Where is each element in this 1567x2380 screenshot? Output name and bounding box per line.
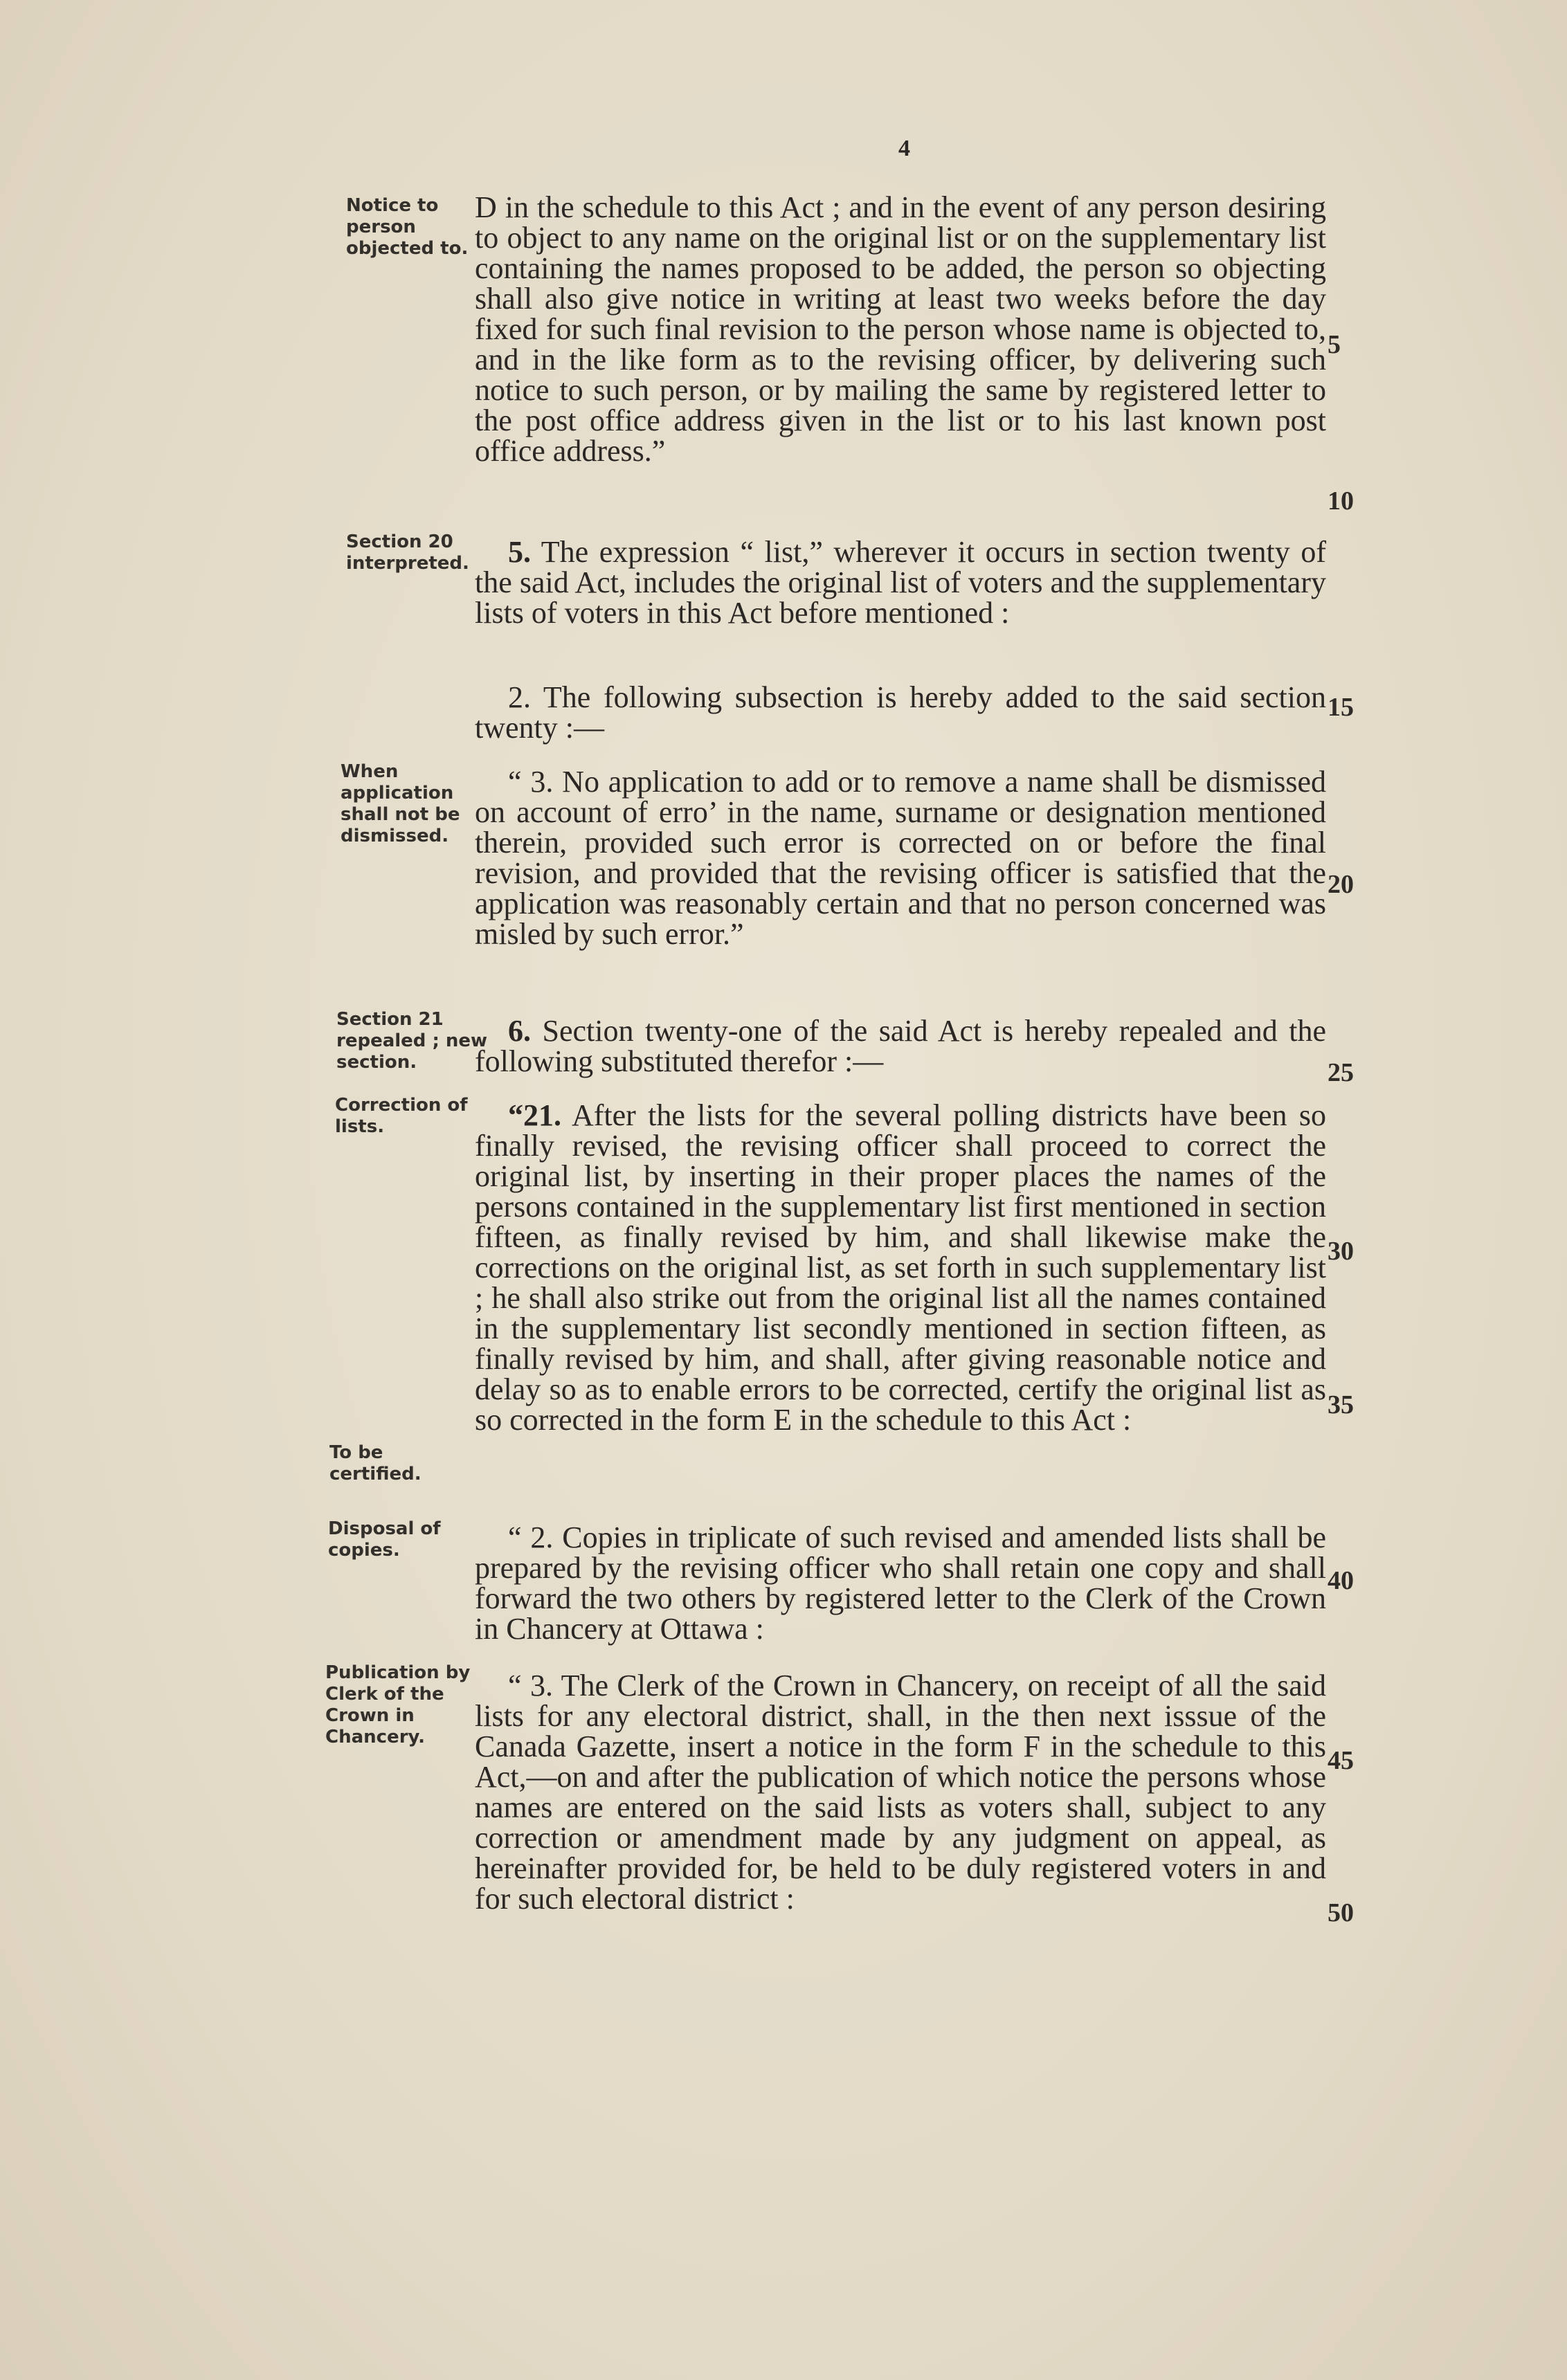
paragraph-21-text: After the lists for the several polling districts have been so finally revised, the revising officer shall proceed to correct the original list, by inserting in their proper places the names of the persons contained in the supplementary list first mentioned in section fifteen, as finally revised by him, and shall likewise make the corrections on the original list, as set forth in such supplementary list ; he shall also strike out from the original list all the names contained in the supplementary list secondly mentioned in section fifteen, as finally revised by him, and shall, after giving reasonable notice and delay so as to enable errors to be corrected, certify the original list as so corrected in the form E in the schedule to this Act : <box>475 1098 1326 1437</box>
line-number: 30 <box>1328 1237 1354 1266</box>
paragraph-6 <box>475 1016 1326 1077</box>
margin-note-section-20: Section 20 interpreted. <box>346 532 469 574</box>
paragraph-5-3-text: “ 3. No application to add or to remove a name shall be dismissed on account of erro’ in the name, surname or designation mentioned therein, provided such error is corrected on or before the final revision, and provided that the revising officer is satisfied that the application was reasonably certain and that no person concerned was misled by such error.” <box>475 765 1326 951</box>
paragraph-5 <box>475 537 1326 628</box>
paragraph-5-2 <box>475 682 1326 743</box>
line-number: 15 <box>1328 693 1354 722</box>
margin-note-disposal: Disposal of copies. <box>328 1518 441 1561</box>
paragraph-1 <box>475 192 1326 466</box>
line-number: 45 <box>1328 1746 1354 1775</box>
margin-note-certified: To be certified. <box>329 1442 422 1484</box>
line-number: 35 <box>1328 1390 1354 1419</box>
line-number: 50 <box>1328 1898 1354 1927</box>
line-number: 25 <box>1328 1058 1354 1087</box>
paragraph-21 <box>475 1100 1326 1435</box>
paragraph-5-text: The expression “ list,” wherever it occurs in section twenty of the said Act, includes the original list of voters and the supplementary lists of voters in this Act before mentioned : <box>475 535 1326 630</box>
line-number: 5 <box>1328 330 1341 359</box>
margin-note-notice-to-person: Notice to person objected to. <box>346 195 469 259</box>
paragraph-6-text: Section twenty-one of the said Act is hereby repealed and the following substituted therefor :— <box>475 1014 1327 1078</box>
section-21-number: “21. <box>508 1098 561 1132</box>
paragraph-5-3 <box>475 767 1326 950</box>
line-number: 40 <box>1328 1566 1354 1595</box>
paragraph-21-3 <box>475 1671 1326 1914</box>
paragraph-21-2 <box>475 1520 1326 1646</box>
margin-note-section-21: Section 21 repealed ; new section. <box>336 1009 488 1073</box>
line-number: 10 <box>1328 487 1354 516</box>
page-number: 4 <box>898 136 910 161</box>
paragraph-1-text: D in the schedule to this Act ; and in the event of any person desiring to object to any name on the original list or on the supplementary list containing the names proposed to be added, the person so objecting shall also give notice in writing at least two weeks before the day fixed for such final revision to the person whose name is objected to, and in the like form as to the revising officer, by delivering such notice to such person, or by mailing the same by registered letter to the post office address given in the list or to his last known post office address.” <box>475 190 1326 468</box>
line-number: 20 <box>1328 870 1354 899</box>
margin-note-application: When application shall not be dismissed. <box>341 761 460 846</box>
section-5-number: 5. <box>508 535 531 569</box>
section-6-number: 6. <box>508 1014 531 1048</box>
paragraph-5-2-text: 2. The following subsection is hereby added to the said section twenty :— <box>475 680 1326 745</box>
paragraph-21-2-text: “ 2. Copies in triplicate of such revised and amended lists shall be prepared by the revising officer who shall retain one copy and shall forward the two others by registered letter to the Clerk of the Crown in Chancery at Ottawa : <box>475 1520 1326 1646</box>
margin-note-correction: Correction of lists. <box>335 1095 468 1137</box>
margin-note-publication: Publication by Clerk of the Crown in Chancery. <box>325 1662 471 1747</box>
paragraph-21-3-text: “ 3. The Clerk of the Crown in Chancery, on receipt of all the said lists for any electoral district, shall, in the then next isssue of the Canada Gazette, insert a notice in the form F in the schedule to this Act,—on and after the publication of which notice the persons whose names are entered on the said lists as voters shall, subject to any correction or amendment made by any judgment on appeal, as hereinafter provided for, be held to be duly registered voters in and for such electoral district : <box>475 1669 1326 1916</box>
